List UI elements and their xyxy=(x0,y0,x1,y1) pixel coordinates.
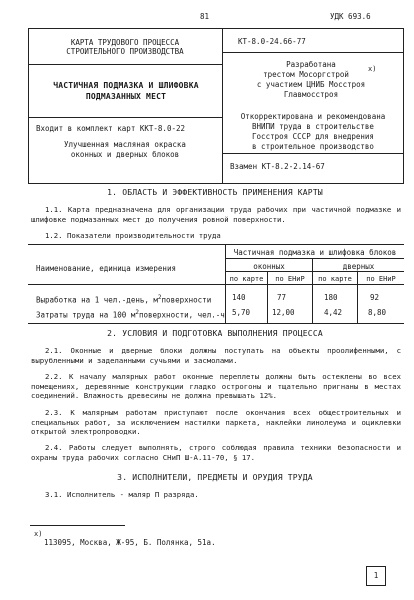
developed-footnote-mark: x) xyxy=(368,65,377,73)
table-cell: 180 xyxy=(324,293,338,302)
corrected-by-2: ВНИПИ труда в строительстве xyxy=(252,122,374,131)
section1-p1: 1.1. Карта предназначена для организации труда рабочих при частичной подмазке и шлифовке подмазанных мест до получения ровной поверхности. xyxy=(31,205,401,224)
section2-p2: 2.2. К началу малярных работ оконные переплеты должны быть остеклены во всех помещениях, деревянные конструкции гладко острогоны и тщательно пригнаны в местах соединений. Влажность древесины не должна превышать 12%. xyxy=(31,372,401,400)
section1-title: 1. ОБЛАСТЬ И ЭФФЕКТИВНОСТЬ ПРИМЕНЕНИЯ КАРТЫ xyxy=(107,188,323,197)
corrected-by-3: Госстроя СССР для внедрения xyxy=(252,132,374,141)
table-sub-door: дверных xyxy=(342,262,375,271)
section3-p1: 3.1. Исполнитель - маляр П разряда. xyxy=(45,490,199,499)
table-row-label: Выработка на 1 чел.-день, $м^2поверхности$ xyxy=(36,294,212,305)
table-group-header: Частичная подмазка и шлифовка блоков xyxy=(233,248,397,257)
kit-desc-1: Улучшенная масляная окраска xyxy=(64,140,186,149)
header-left-sep1 xyxy=(28,64,223,65)
header-right-sep2 xyxy=(222,153,404,154)
section2-title: 2. УСЛОВИЯ И ПОДГОТОВКА ВЫПОЛНЕНИЯ ПРОЦЕССА xyxy=(107,329,323,338)
card-title: КАРТА ТРУДОВОГО ПРОЦЕССА СТРОИТЕЛЬНОГО ПРОИЗВОДСТВА xyxy=(66,38,184,56)
table-col-card-2: по карте xyxy=(318,275,352,283)
developed-by-3: с участием ЦНИБ Мосстроя xyxy=(256,80,366,89)
header-box-top xyxy=(28,28,404,29)
table-cell: 4,42 xyxy=(324,308,343,317)
section1-p2: 1.2. Показатели производительности труда xyxy=(45,231,221,240)
footnote-mark: x) xyxy=(34,530,43,538)
udk-code: УДК 693.6 xyxy=(330,12,371,21)
section3-title: 3. ИСПОЛНИТЕЛИ, ПРЕДМЕТЫ И ОРУДИЯ ТРУДА xyxy=(117,473,313,482)
table-bottom xyxy=(28,323,404,324)
replaces: Взамен КТ-8.2-2.14-67 xyxy=(230,162,325,171)
header-box-left xyxy=(28,28,29,184)
section2-p3: 2.3. К малярным работам приступают после окончания всех общестроительных и специальных работ, за исключением настилки паркета, наклейки линолеума и оциклевки открытой электропроводки. xyxy=(31,408,401,436)
developed-by-1: Разработана xyxy=(286,60,336,69)
table-cell: 140 xyxy=(232,293,246,302)
section2-p4: 2.4. Работы следует выполнять, строго соблюдая правила техники безопасности и охраны труда рабочих согласно СНиП Ш-А.11-70, § 17. xyxy=(31,443,401,462)
table-cell: 92 xyxy=(370,293,380,302)
developed-by-2: трестом Мосоргстрой xyxy=(263,70,349,79)
table-row-label: Затраты труда на 100 $м^2поверхности$, чел.-ч xyxy=(36,309,225,320)
card-code: КТ-8.0-24.66-77 xyxy=(238,37,306,46)
page-number-top: 81 xyxy=(200,12,210,21)
table-col-card-1: по карте xyxy=(229,275,264,283)
table-header-bottom xyxy=(28,284,404,285)
included-in: Входит в комплект карт ККТ-8.0-22 xyxy=(36,124,186,133)
process-name: ЧАСТИЧНАЯ ПОДМАЗКА И ШЛИФОВКА ПОДМАЗАННЫХ МЕСТ xyxy=(53,81,199,101)
table-col-enir-1: по ЕНиР xyxy=(275,275,305,283)
corrected-by-4: в строительное производство xyxy=(252,142,374,151)
table-cell: 12,00 xyxy=(272,308,295,317)
page-number-box: 1 xyxy=(366,566,386,586)
corrected-by-1: Откорректирована и рекомендована xyxy=(240,112,386,121)
table-cell: 8,80 xyxy=(368,308,387,317)
table-sub-window: оконных xyxy=(253,262,285,271)
table-cell: 77 xyxy=(277,293,287,302)
footnote-rule xyxy=(30,525,125,526)
table-col-name: Наименование, единица измерения xyxy=(36,264,176,273)
section2-p1: 2.1. Оконные и дверные блоки должны поступать на объекты проолифенными, с вырубленными и заделанными сучьями и засмолами. xyxy=(31,346,401,365)
table-top xyxy=(28,244,404,245)
footnote-text: 113095, Москва, Ж-95, Б. Полянка, 51а. xyxy=(44,538,216,547)
developed-by-4: Главмосстроя xyxy=(283,90,339,99)
header-right-sep1 xyxy=(222,52,404,53)
kit-desc-2: оконных и дверных блоков xyxy=(70,150,180,159)
header-box-bottom xyxy=(28,183,404,184)
table-sub-line xyxy=(225,271,404,272)
table-col-enir-2: по ЕНиР xyxy=(366,275,396,283)
table-cell: 5,70 xyxy=(232,308,251,317)
table-group-line xyxy=(225,258,404,259)
header-left-sep2 xyxy=(28,117,223,118)
